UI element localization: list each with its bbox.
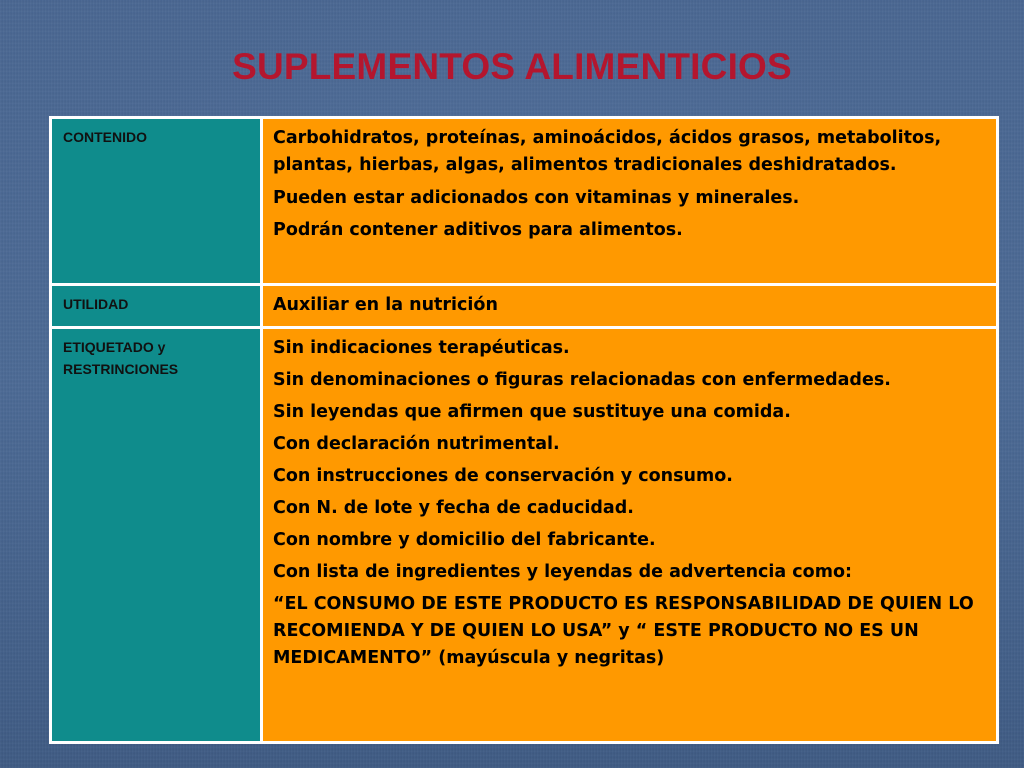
etiquetado-line-storage: Con instrucciones de conservación y consumo.	[273, 466, 733, 486]
value-cell-utilidad	[262, 285, 998, 328]
contenido-line-ingredients: Carbohidratos, proteínas, aminoácidos, ácidos grasos, metabolitos, plantas, hierbas, algas, alimentos tradicionales deshidratados.	[273, 128, 942, 175]
contenido-line-additives: Podrán contener aditivos para alimentos.	[273, 220, 683, 240]
etiquetado-line-ingredients: Con lista de ingredientes y leyendas de advertencia como:	[273, 562, 852, 582]
row-label-contenido: CONTENIDO	[63, 129, 147, 145]
value-cell-contenido	[262, 118, 998, 285]
supplements-table	[49, 116, 999, 744]
value-cell-etiquetado	[262, 328, 998, 743]
etiquetado-line-nutritional: Con declaración nutrimental.	[273, 434, 560, 454]
etiquetado-line-disease: Sin denominaciones o figuras relacionadas con enfermedades.	[273, 370, 891, 390]
label-cell-etiquetado	[51, 328, 262, 743]
table-row-utilidad	[51, 285, 998, 328]
etiquetado-line-therapeutic: Sin indicaciones terapéuticas.	[273, 338, 570, 358]
etiquetado-line-manufacturer: Con nombre y domicilio del fabricante.	[273, 530, 656, 550]
table-row-contenido	[51, 118, 998, 285]
row-label-etiquetado: ETIQUETADO y RESTRINCIONES	[63, 339, 179, 377]
slide-title: SUPLEMENTOS ALIMENTICIOS	[232, 46, 792, 87]
utilidad-line-nutrition: Auxiliar en la nutrición	[273, 295, 498, 315]
label-cell-utilidad	[51, 285, 262, 328]
etiquetado-line-lot: Con N. de lote y fecha de caducidad.	[273, 498, 634, 518]
etiquetado-line-meal: Sin leyendas que afirmen que sustituye una comida.	[273, 402, 791, 422]
table-row-etiquetado	[51, 328, 998, 743]
etiquetado-line-warning: “EL CONSUMO DE ESTE PRODUCTO ES RESPONSABILIDAD DE QUIEN LO RECOMIENDA Y DE QUIEN LO USA” y “ ESTE PRODUCTO NO ES UN MEDICAMENTO” (mayúscula y negritas)	[273, 594, 974, 668]
label-cell-contenido	[51, 118, 262, 285]
contenido-line-vitamins: Pueden estar adicionados con vitaminas y minerales.	[273, 188, 800, 208]
row-label-utilidad: UTILIDAD	[63, 296, 129, 312]
